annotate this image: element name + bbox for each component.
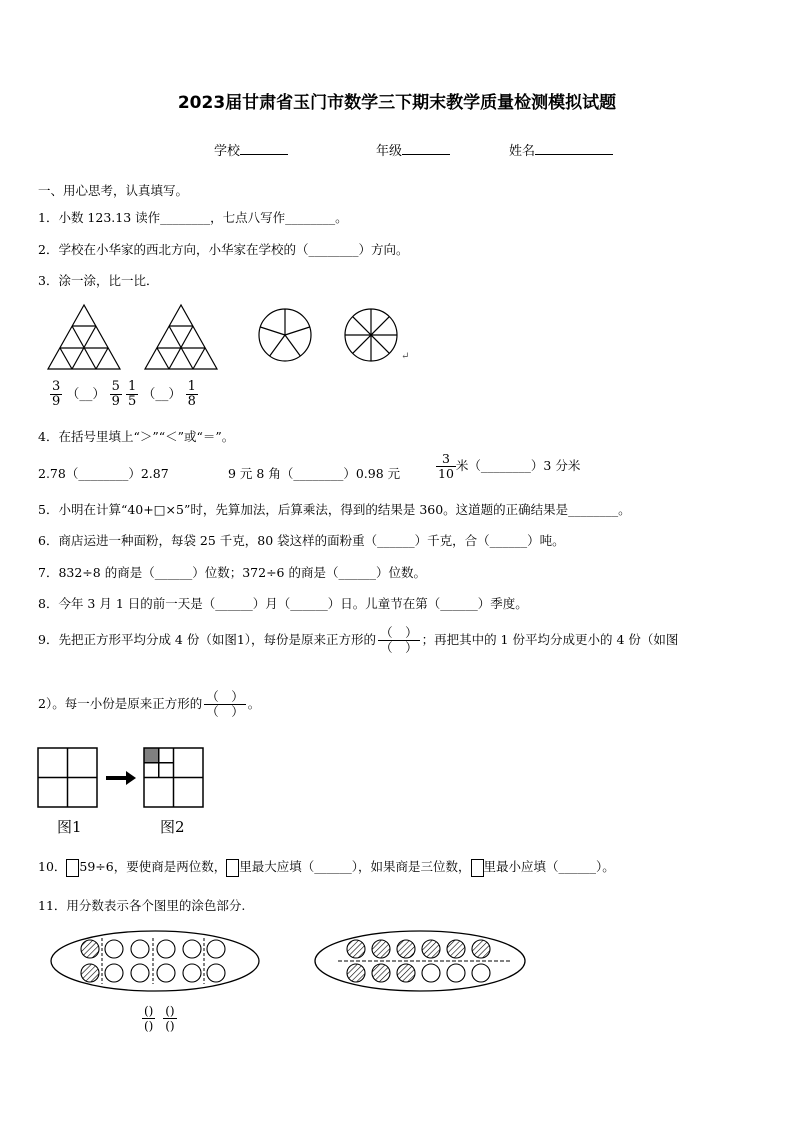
square-subdivided: [144, 748, 203, 807]
section-heading: 一、用心思考，认真填写。: [38, 183, 189, 198]
q3-figures: [44, 303, 414, 375]
square-four-parts: [38, 748, 97, 807]
blank-box[interactable]: [226, 859, 239, 877]
fig2-caption: 图2: [160, 818, 185, 836]
blank-box[interactable]: [66, 859, 79, 877]
triangle-grid-2: [145, 305, 217, 369]
question-4: 4．在括号里填上“＞”“＜”或“＝”。: [38, 429, 235, 444]
q4-item-b: 9 元 8 角（________）0.98 元: [228, 466, 401, 481]
blank-box[interactable]: [471, 859, 484, 877]
ellipse-figure-2: [315, 931, 525, 991]
ellipse-figure-1: [51, 931, 259, 991]
q11-fraction-blanks: $\frac{()}{()}$ $\frac{()}{()}$: [144, 1004, 175, 1033]
return-mark: ↵: [401, 351, 410, 362]
arrow-icon: [106, 771, 136, 785]
q3-fraction-row: $\frac{3}{9}$ （__） $\frac{5}{9}$ $\frac{1}{5}$ （__） $\frac{1}{8}$: [52, 379, 196, 409]
name-field[interactable]: 姓名: [509, 140, 613, 159]
question-5: 5．小明在计算“40+□×5”时，先算加法，后算乘法，得到的结果是 360。这道题的正确结果是________。: [38, 502, 631, 517]
question-3: 3．涂一涂，比一比．: [38, 273, 159, 288]
fig1-caption: 图1: [57, 818, 82, 836]
circle-eighths: [345, 309, 397, 361]
q4-item-c: $\frac{3}{10}$ 米（________）3 分米: [438, 451, 581, 481]
grade-field[interactable]: 年级: [376, 140, 450, 159]
question-2: 2．学校在小华家的西北方向，小华家在学校的（________）方向。: [38, 242, 409, 257]
question-7: 7．832÷8 的商是（______）位数；372÷6 的商是（______）位数。: [38, 565, 426, 580]
question-1: 1．小数 123.13 读作________，七点八写作________。: [38, 210, 348, 225]
question-9-line2: 2）。每一小份是原来正方形的 $\frac{( )}{( )}$ 。: [38, 689, 261, 719]
circle-fifths: [259, 309, 311, 361]
q9-figures: [36, 746, 206, 810]
question-6: 6．商店运进一种面粉，每袋 25 千克，80 袋这样的面粉重（______）千克，合（______）吨。: [38, 533, 565, 548]
question-10: 10． 59÷6，要使商是两位数， 里最大应填（______），如果商是三位数， 里最小应填（______）。: [38, 857, 615, 877]
question-9-line1: 9．先把正方形平均分成 4 份（如图1），每份是原来正方形的 $\frac{( )}{( )}$ ；再把其中的 1 份平均分成更小的 4 份（如图: [38, 625, 679, 655]
q11-figures: [48, 928, 538, 994]
question-11: 11．用分数表示各个图里的涂色部分.: [38, 898, 246, 913]
page-title: 2023届甘肃省玉门市数学三下期末教学质量检测模拟试题: [177, 93, 617, 113]
school-field[interactable]: 学校: [214, 140, 288, 159]
q4-item-a: 2.78（________）2.87: [38, 466, 169, 481]
triangle-grid-1: [48, 305, 120, 369]
question-8: 8．今年 3 月 1 日的前一天是（______）月（______）日。儿童节在第（______）季度。: [38, 596, 528, 611]
